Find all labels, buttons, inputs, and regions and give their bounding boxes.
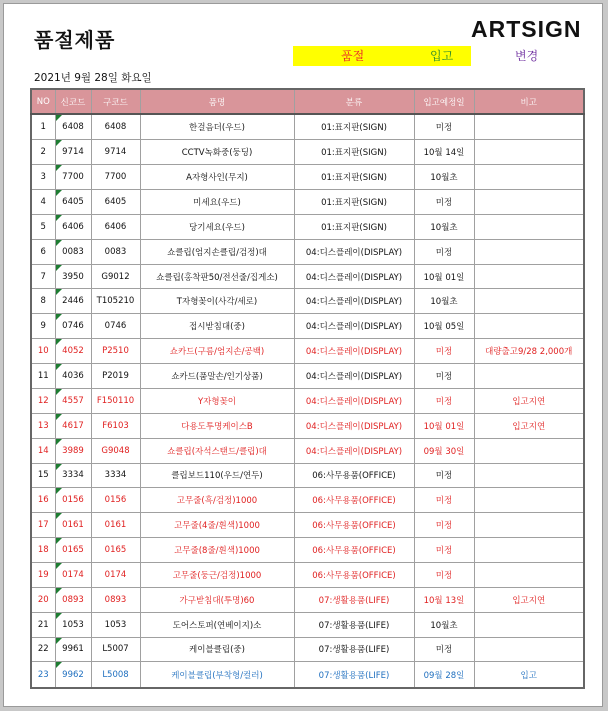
cell-new-code[interactable]: 0161	[55, 513, 91, 538]
cell-no[interactable]: 15	[31, 463, 55, 488]
cell-no[interactable]: 11	[31, 364, 55, 389]
cell-category[interactable]: 06:사무용품(OFFICE)	[294, 513, 414, 538]
cell-old-code[interactable]: L5007	[91, 637, 140, 662]
cell-old-code[interactable]: 0161	[91, 513, 140, 538]
cell-old-code[interactable]: 0893	[91, 587, 140, 612]
cell-product-name[interactable]: 쇼카드(품말손/인기상품)	[140, 364, 294, 389]
cell-eta[interactable]: 미정	[414, 239, 474, 264]
cell-category[interactable]: 07:생활용품(LIFE)	[294, 587, 414, 612]
cell-old-code[interactable]: 7700	[91, 165, 140, 190]
cell-note[interactable]	[474, 165, 584, 190]
cell-note[interactable]: 입고지연	[474, 388, 584, 413]
table-row[interactable]	[31, 488, 584, 513]
cell-eta[interactable]: 10월 01일	[414, 413, 474, 438]
cell-new-code[interactable]: 0174	[55, 562, 91, 587]
cell-note[interactable]	[474, 612, 584, 637]
cell-eta[interactable]: 미정	[414, 538, 474, 563]
cell-category[interactable]: 01:표지판(SIGN)	[294, 114, 414, 140]
cell-product-name[interactable]: CCTV녹화중(둥딩)	[140, 140, 294, 165]
col-header-product-name: 품명	[140, 89, 294, 114]
cell-category[interactable]: 07:생활용품(LIFE)	[294, 612, 414, 637]
cell-old-code[interactable]: G9048	[91, 438, 140, 463]
cell-new-code[interactable]: 4617	[55, 413, 91, 438]
cell-new-code[interactable]: 4052	[55, 339, 91, 364]
cell-no[interactable]: 20	[31, 587, 55, 612]
col-header-no: NO	[31, 89, 55, 114]
col-header-eta: 입고예정일	[414, 89, 474, 114]
cell-category[interactable]: 06:사무용품(OFFICE)	[294, 463, 414, 488]
cell-product-name[interactable]: 당기세요(우드)	[140, 214, 294, 239]
legend-changed: 변경	[515, 49, 539, 63]
cell-note[interactable]: 입고	[474, 662, 584, 688]
cell-no[interactable]: 1	[31, 114, 55, 140]
cell-product-name[interactable]: 고무줄(8줄/흰색)1000	[140, 538, 294, 563]
col-header-new-code: 신코드	[55, 89, 91, 114]
cell-eta[interactable]: 10월 13일	[414, 587, 474, 612]
cell-eta[interactable]: 미정	[414, 364, 474, 389]
cell-eta[interactable]: 미정	[414, 488, 474, 513]
cell-product-name[interactable]: 클립보드110(우드/연두)	[140, 463, 294, 488]
cell-eta[interactable]: 10월초	[414, 214, 474, 239]
cell-eta[interactable]: 10월 01일	[414, 264, 474, 289]
cell-category[interactable]: 04:디스플레이(DISPLAY)	[294, 289, 414, 314]
cell-note[interactable]	[474, 538, 584, 563]
cell-no[interactable]: 5	[31, 214, 55, 239]
cell-new-code[interactable]: 4557	[55, 388, 91, 413]
table-row[interactable]	[31, 289, 584, 314]
cell-eta[interactable]: 미정	[414, 114, 474, 140]
table-body	[31, 114, 584, 688]
cell-new-code[interactable]: 0165	[55, 538, 91, 563]
cell-eta[interactable]: 10월초	[414, 612, 474, 637]
cell-no[interactable]: 2	[31, 140, 55, 165]
legend-incoming: 입고	[430, 49, 454, 63]
table-row[interactable]	[31, 587, 584, 612]
cell-category[interactable]: 04:디스플레이(DISPLAY)	[294, 388, 414, 413]
cell-old-code[interactable]: F150110	[91, 388, 140, 413]
cell-product-name[interactable]: 고무줄(흑/검정)1000	[140, 488, 294, 513]
cell-eta[interactable]: 미정	[414, 513, 474, 538]
cell-note[interactable]	[474, 239, 584, 264]
cell-no[interactable]: 23	[31, 662, 55, 688]
cell-category[interactable]: 06:사무용품(OFFICE)	[294, 562, 414, 587]
cell-new-code[interactable]: 9714	[55, 140, 91, 165]
cell-new-code[interactable]: 0156	[55, 488, 91, 513]
table-row[interactable]	[31, 438, 584, 463]
cell-product-name[interactable]: Y자형꽂이	[140, 388, 294, 413]
cell-new-code[interactable]: 2446	[55, 289, 91, 314]
table-row[interactable]	[31, 165, 584, 190]
cell-new-code[interactable]: 3334	[55, 463, 91, 488]
cell-category[interactable]: 01:표지판(SIGN)	[294, 140, 414, 165]
table-row[interactable]	[31, 339, 584, 364]
cell-category[interactable]: 07:생활용품(LIFE)	[294, 662, 414, 688]
cell-category[interactable]: 06:사무용품(OFFICE)	[294, 538, 414, 563]
cell-new-code[interactable]: 9961	[55, 637, 91, 662]
cell-note[interactable]	[474, 190, 584, 215]
cell-product-name[interactable]: T자형꽂이(사각/세로)	[140, 289, 294, 314]
cell-new-code[interactable]: 0746	[55, 314, 91, 339]
cell-no[interactable]: 12	[31, 388, 55, 413]
cell-old-code[interactable]: 6406	[91, 214, 140, 239]
cell-note[interactable]	[474, 463, 584, 488]
cell-old-code[interactable]: 6408	[91, 114, 140, 140]
cell-eta[interactable]: 미정	[414, 463, 474, 488]
table-row[interactable]	[31, 513, 584, 538]
soldout-table	[30, 88, 585, 689]
cell-product-name[interactable]: 한걸음더(우드)	[140, 114, 294, 140]
cell-no[interactable]: 4	[31, 190, 55, 215]
cell-old-code[interactable]: 1053	[91, 612, 140, 637]
cell-product-name[interactable]: 도어스토퍼(연베이지)소	[140, 612, 294, 637]
cell-no[interactable]: 13	[31, 413, 55, 438]
cell-old-code[interactable]: G9012	[91, 264, 140, 289]
cell-eta[interactable]: 미정	[414, 637, 474, 662]
cell-no[interactable]: 3	[31, 165, 55, 190]
cell-category[interactable]: 01:표지판(SIGN)	[294, 165, 414, 190]
cell-product-name[interactable]: 케이블클립(중)	[140, 637, 294, 662]
cell-old-code[interactable]: P2019	[91, 364, 140, 389]
cell-category[interactable]: 01:표지판(SIGN)	[294, 214, 414, 239]
legend-soldout: 품절	[341, 49, 365, 63]
table-row[interactable]	[31, 114, 584, 140]
table-row[interactable]	[31, 637, 584, 662]
cell-no[interactable]: 10	[31, 339, 55, 364]
col-header-old-code: 구코드	[91, 89, 140, 114]
cell-no[interactable]: 17	[31, 513, 55, 538]
cell-new-code[interactable]: 0083	[55, 239, 91, 264]
table-row[interactable]	[31, 264, 584, 289]
cell-no[interactable]: 18	[31, 538, 55, 563]
cell-product-name[interactable]: 쇼클립(홍착판50/전선줄/집게소)	[140, 264, 294, 289]
cell-eta[interactable]: 미정	[414, 339, 474, 364]
cell-new-code[interactable]: 0893	[55, 587, 91, 612]
cell-no[interactable]: 22	[31, 637, 55, 662]
cell-new-code[interactable]: 1053	[55, 612, 91, 637]
cell-category[interactable]: 06:사무용품(OFFICE)	[294, 488, 414, 513]
brand-logo: ARTSIGN	[471, 16, 582, 42]
table-row[interactable]	[31, 214, 584, 239]
table-row[interactable]	[31, 314, 584, 339]
cell-note[interactable]	[474, 364, 584, 389]
cell-note[interactable]	[474, 264, 584, 289]
cell-old-code[interactable]: F6103	[91, 413, 140, 438]
table-row[interactable]	[31, 388, 584, 413]
table-row[interactable]	[31, 538, 584, 563]
cell-eta[interactable]: 미정	[414, 388, 474, 413]
cell-product-name[interactable]: 쇼클립(자석스탠드/클립)대	[140, 438, 294, 463]
report-date: 2021년 9월 28일 화요일	[34, 72, 152, 84]
cell-no[interactable]: 6	[31, 239, 55, 264]
cell-note[interactable]	[474, 289, 584, 314]
cell-new-code[interactable]: 9962	[55, 662, 91, 688]
table-row[interactable]	[31, 612, 584, 637]
table-header-row	[31, 89, 584, 114]
table-row[interactable]	[31, 562, 584, 587]
report-page	[3, 3, 603, 707]
cell-category[interactable]: 04:디스플레이(DISPLAY)	[294, 413, 414, 438]
table-row[interactable]	[31, 463, 584, 488]
cell-eta[interactable]: 10월초	[414, 289, 474, 314]
cell-old-code[interactable]: 0156	[91, 488, 140, 513]
cell-category[interactable]: 04:디스플레이(DISPLAY)	[294, 438, 414, 463]
table-row[interactable]	[31, 662, 584, 688]
cell-note[interactable]	[474, 114, 584, 140]
cell-no[interactable]: 8	[31, 289, 55, 314]
table-row[interactable]	[31, 190, 584, 215]
cell-note[interactable]	[474, 140, 584, 165]
cell-product-name[interactable]: 미세요(우드)	[140, 190, 294, 215]
cell-note[interactable]	[474, 637, 584, 662]
cell-note[interactable]	[474, 438, 584, 463]
cell-eta[interactable]: 10월 14일	[414, 140, 474, 165]
cell-category[interactable]: 04:디스플레이(DISPLAY)	[294, 339, 414, 364]
cell-product-name[interactable]: 고무줄(둥근/검정)1000	[140, 562, 294, 587]
cell-eta[interactable]: 09월 30일	[414, 438, 474, 463]
cell-old-code[interactable]: T105210	[91, 289, 140, 314]
cell-eta[interactable]: 09월 28일	[414, 662, 474, 688]
table-row[interactable]	[31, 413, 584, 438]
cell-note[interactable]: 대량출고9/28 2,000개	[474, 339, 584, 364]
cell-product-name[interactable]: 쇼클립(엄지손클립/검정)대	[140, 239, 294, 264]
cell-category[interactable]: 04:디스플레이(DISPLAY)	[294, 239, 414, 264]
cell-no[interactable]: 16	[31, 488, 55, 513]
table-row[interactable]	[31, 364, 584, 389]
cell-old-code[interactable]: 9714	[91, 140, 140, 165]
cell-old-code[interactable]: 6405	[91, 190, 140, 215]
cell-old-code[interactable]: P2510	[91, 339, 140, 364]
col-header-category: 분류	[294, 89, 414, 114]
cell-note[interactable]: 입고지연	[474, 413, 584, 438]
page-title: 품절제품	[34, 28, 116, 52]
cell-no[interactable]: 21	[31, 612, 55, 637]
cell-note[interactable]	[474, 513, 584, 538]
cell-old-code[interactable]: 0746	[91, 314, 140, 339]
cell-note[interactable]	[474, 214, 584, 239]
cell-eta[interactable]: 10월 05일	[414, 314, 474, 339]
cell-note[interactable]	[474, 314, 584, 339]
cell-new-code[interactable]: 6408	[55, 114, 91, 140]
cell-product-name[interactable]: 다용도투명케이스B	[140, 413, 294, 438]
cell-product-name[interactable]: 쇼카드(구름/엄지손/공백)	[140, 339, 294, 364]
cell-note[interactable]	[474, 488, 584, 513]
cell-new-code[interactable]: 3950	[55, 264, 91, 289]
cell-category[interactable]: 04:디스플레이(DISPLAY)	[294, 314, 414, 339]
cell-old-code[interactable]: 0165	[91, 538, 140, 563]
table-row[interactable]	[31, 140, 584, 165]
cell-new-code[interactable]: 7700	[55, 165, 91, 190]
col-header-note: 비고	[474, 89, 584, 114]
cell-category[interactable]: 04:디스플레이(DISPLAY)	[294, 264, 414, 289]
cell-product-name[interactable]: 케이블클립(부착형/컬러)	[140, 662, 294, 688]
cell-category[interactable]: 04:디스플레이(DISPLAY)	[294, 364, 414, 389]
cell-new-code[interactable]: 4036	[55, 364, 91, 389]
cell-eta[interactable]: 10월초	[414, 165, 474, 190]
cell-product-name[interactable]: 가구받침대(투명)60	[140, 587, 294, 612]
cell-no[interactable]: 7	[31, 264, 55, 289]
cell-no[interactable]: 9	[31, 314, 55, 339]
cell-product-name[interactable]: 접시받침대(중)	[140, 314, 294, 339]
cell-category[interactable]: 07:생활용품(LIFE)	[294, 637, 414, 662]
table-row[interactable]	[31, 239, 584, 264]
cell-product-name[interactable]: 고무줄(4줄/흰색)1000	[140, 513, 294, 538]
cell-new-code[interactable]: 6406	[55, 214, 91, 239]
cell-old-code[interactable]: 0174	[91, 562, 140, 587]
cell-old-code[interactable]: 0083	[91, 239, 140, 264]
cell-new-code[interactable]: 3989	[55, 438, 91, 463]
cell-eta[interactable]: 미정	[414, 562, 474, 587]
cell-note[interactable]: 입고지연	[474, 587, 584, 612]
cell-old-code[interactable]: L5008	[91, 662, 140, 688]
cell-old-code[interactable]: 3334	[91, 463, 140, 488]
cell-category[interactable]: 01:표지판(SIGN)	[294, 190, 414, 215]
cell-eta[interactable]: 미정	[414, 190, 474, 215]
cell-product-name[interactable]: A자형사인(무지)	[140, 165, 294, 190]
cell-no[interactable]: 19	[31, 562, 55, 587]
cell-no[interactable]: 14	[31, 438, 55, 463]
cell-note[interactable]	[474, 562, 584, 587]
cell-new-code[interactable]: 6405	[55, 190, 91, 215]
